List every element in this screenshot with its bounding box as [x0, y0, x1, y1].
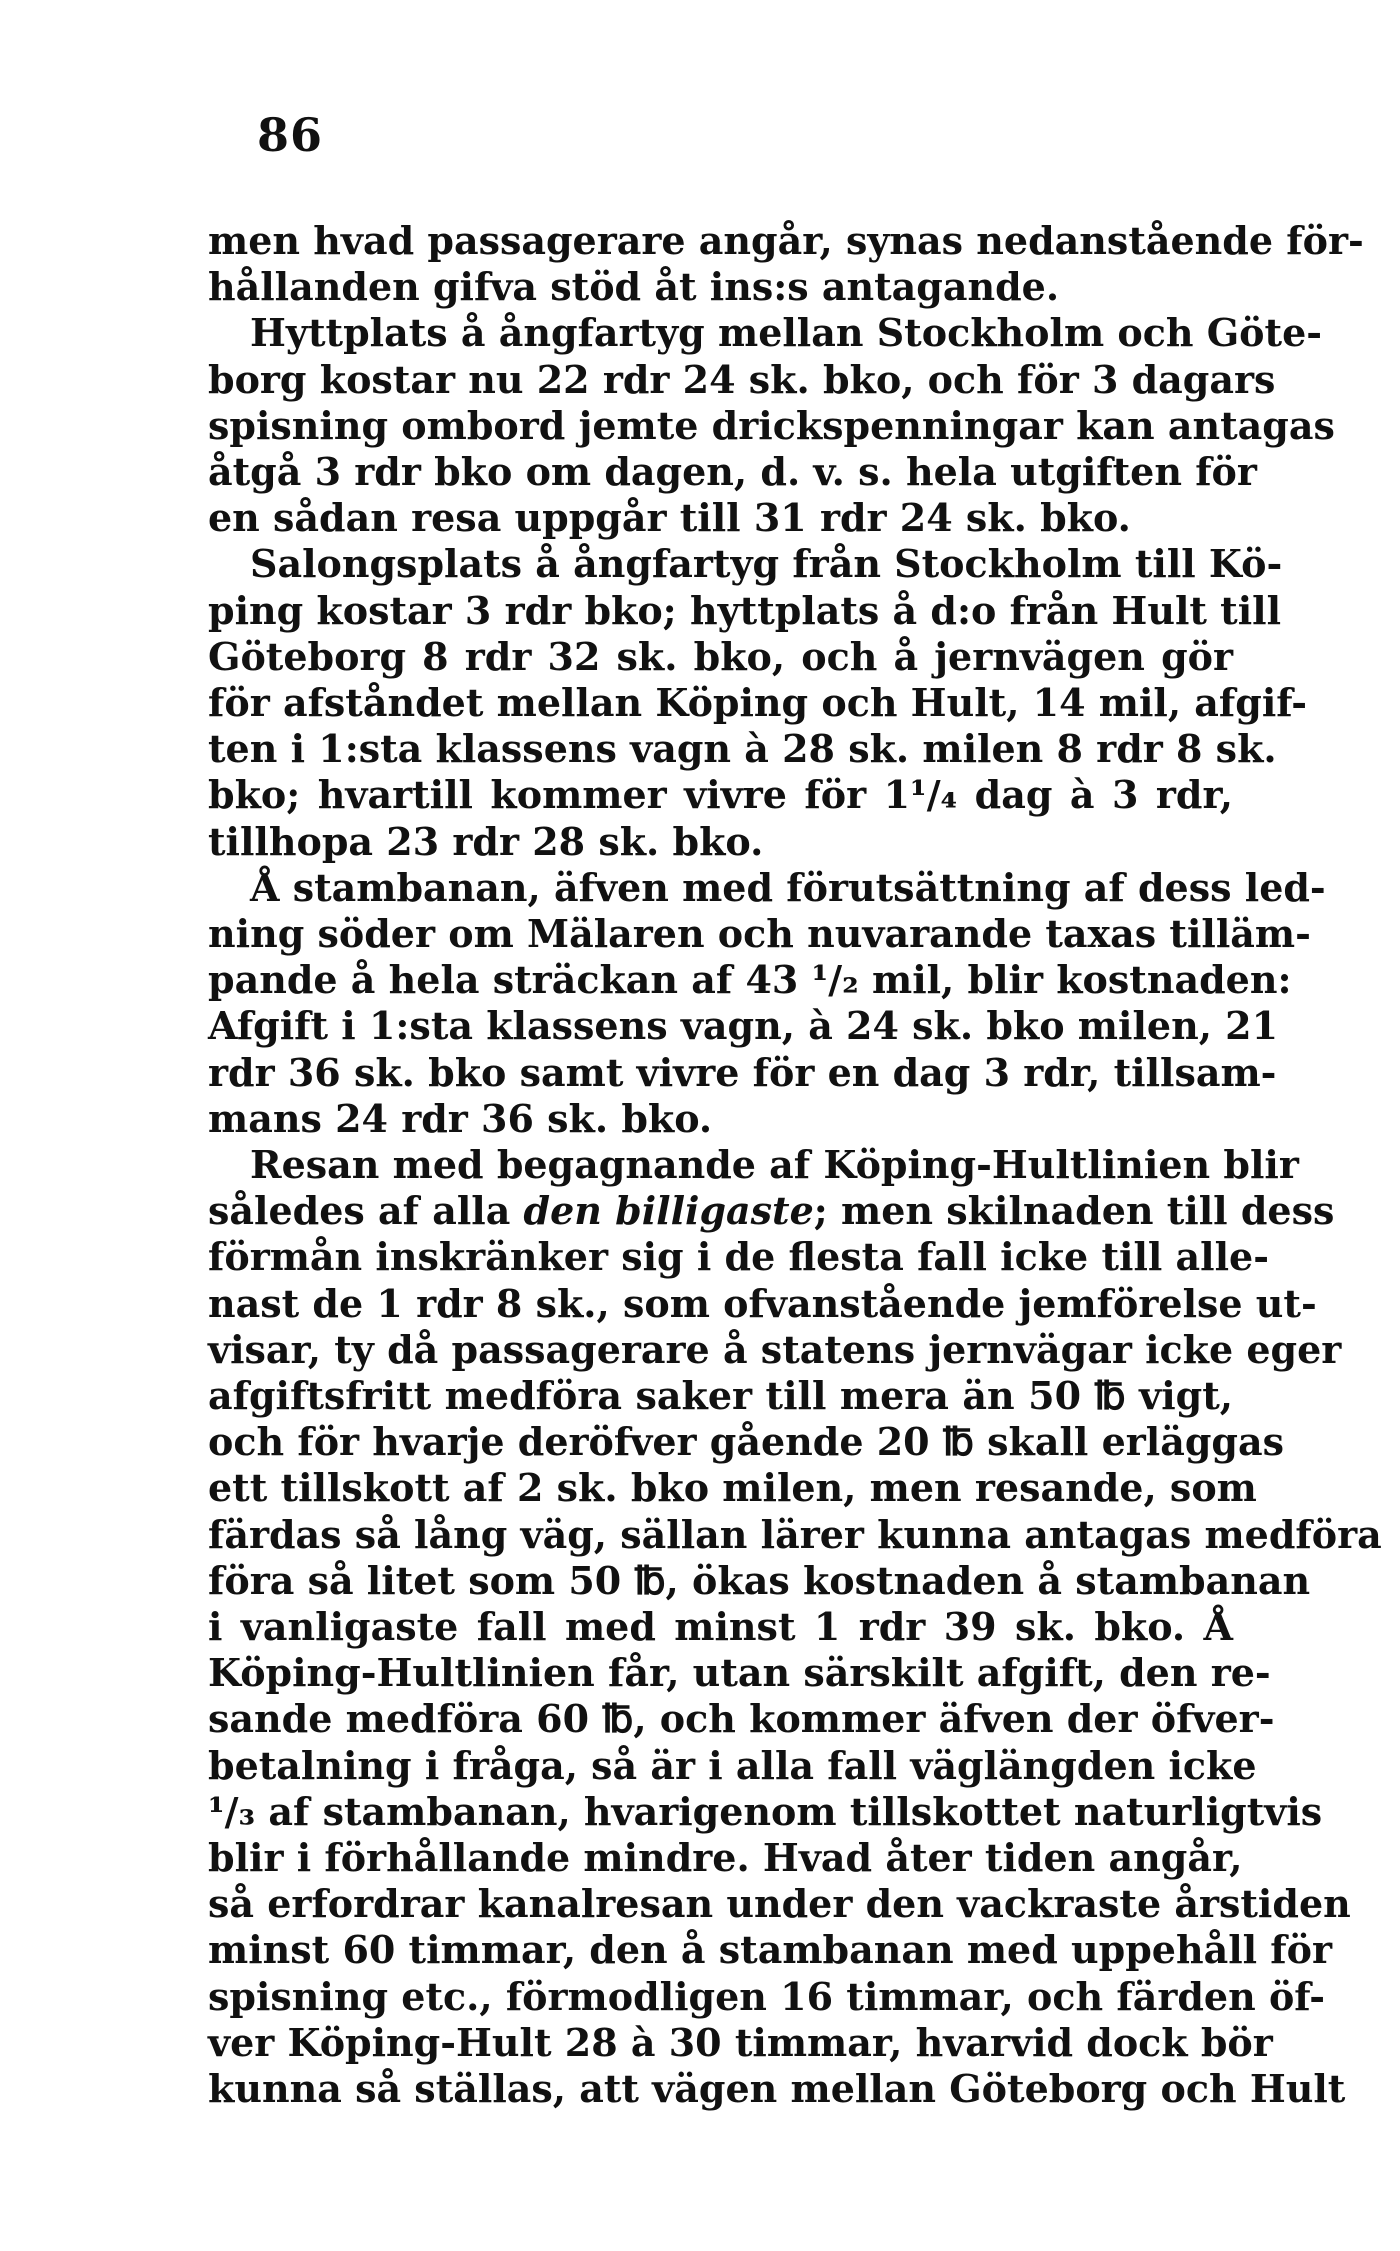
text-line: för afståndet mellan Köping och Hult, 14 mil, afgif-	[208, 680, 1308, 725]
text-line: ping kostar 3 rdr bko; hyttplats å d:o från Hult till	[208, 587, 1282, 633]
text-line: och för hvarje deröfver gående 20 ℔ skall erläggas	[208, 1419, 1285, 1465]
text-line: ver Köping-Hult 28 à 30 timmar, hvarvid dock bör	[208, 2019, 1273, 2065]
text-line: spisning etc., förmodligen 16 timmar, och färden öf-	[208, 1973, 1326, 2019]
text-line: Å stambanan, äfven med förutsättning af dess led-	[250, 864, 1326, 910]
text-line: mans 24 rdr 36 sk. bko.	[208, 1095, 713, 1141]
text-line: Afgift i 1:sta klassens vagn, à 24 sk. bko milen, 21	[208, 1003, 1279, 1049]
text-line: Hyttplats å ångfartyg mellan Stockholm och Göte-	[250, 310, 1323, 356]
text-line: spisning ombord jemte drickspenningar kan antagas	[208, 402, 1335, 448]
text-line: en sådan resa uppgår till 31 rdr 24 sk. bko.	[208, 495, 1131, 541]
text-line: men hvad passagerare angår, synas nedanstående för-	[208, 218, 1364, 263]
text-line: Göteborg 8 rdr 32 sk. bko, och å jernvägen gör	[208, 633, 1233, 679]
text-line: blir i förhållande mindre. Hvad åter tiden angår,	[208, 1835, 1243, 1880]
text-line: kunna så ställas, att vägen mellan Göteborg och Hult	[208, 2066, 1346, 2111]
page-number: 86	[257, 108, 324, 162]
text-line: nast de 1 rdr 8 sk., som ofvanstående jemförelse ut-	[208, 1280, 1317, 1326]
text-line: ¹/₃ af stambanan, hvarigenom tillskottet naturligtvis	[208, 1788, 1323, 1834]
text-line: ning söder om Mälaren och nuvarande taxas tilläm-	[208, 911, 1311, 956]
text-line: så erfordrar kanalresan under den vackraste årstiden	[208, 1881, 1351, 1927]
text-line: föra så litet som 50 ℔, ökas kostnaden å stambanan	[208, 1557, 1311, 1603]
text-line: förmån inskränker sig i de flesta fall icke till alle-	[208, 1234, 1269, 1280]
text-line: i vanligaste fall med minst 1 rdr 39 sk. bko. Å	[208, 1604, 1233, 1649]
emphasis-text: den billigaste	[523, 1188, 814, 1234]
text-segment: ; men skilnaden till dess	[813, 1188, 1335, 1234]
text-line: ett tillskott af 2 sk. bko milen, men resande, som	[208, 1465, 1257, 1511]
text-line: Salongsplats å ångfartyg från Stockholm till Kö-	[250, 541, 1283, 587]
text-line: ten i 1:sta klassens vagn à 28 sk. milen 8 rdr 8 sk.	[208, 726, 1277, 772]
text-line: bko; hvartill kommer vivre för 1¹/₄ dag à 3 rdr,	[208, 772, 1233, 818]
text-line: rdr 36 sk. bko samt vivre för en dag 3 rdr, tillsam-	[208, 1049, 1277, 1095]
text-line: Resan med begagnande af Köping-Hultlinien blir	[250, 1142, 1299, 1187]
text-line: tillhopa 23 rdr 28 sk. bko.	[208, 818, 764, 864]
text-line: pande å hela sträckan af 43 ¹/₂ mil, blir kostnaden:	[208, 957, 1292, 1003]
text-line: hållanden gifva stöd åt ins:s antagande.	[208, 264, 1060, 310]
text-line: visar, ty då passagerare å statens jernvägar icke eger	[208, 1326, 1342, 1372]
text-line: borg kostar nu 22 rdr 24 sk. bko, och för 3 dagars	[208, 356, 1276, 402]
text-line: sande medföra 60 ℔, och kommer äfven der öfver-	[208, 1696, 1275, 1742]
text-line: Köping-Hultlinien får, utan särskilt afgift, den re-	[208, 1650, 1271, 1696]
text-line: betalning i fråga, så är i alla fall väglängden icke	[208, 1742, 1257, 1788]
text-line: minst 60 timmar, den å stambanan med uppehåll för	[208, 1927, 1333, 1973]
text-line: färdas så lång väg, sällan lärer kunna antagas medföra	[208, 1511, 1382, 1557]
text-segment: således af alla	[208, 1188, 511, 1234]
text-line: åtgå 3 rdr bko om dagen, d. v. s. hela utgiften för	[208, 449, 1257, 494]
text-line: afgiftsfritt medföra saker till mera än 50 ℔ vigt,	[208, 1373, 1233, 1418]
text-line	[208, 1188, 1335, 1234]
